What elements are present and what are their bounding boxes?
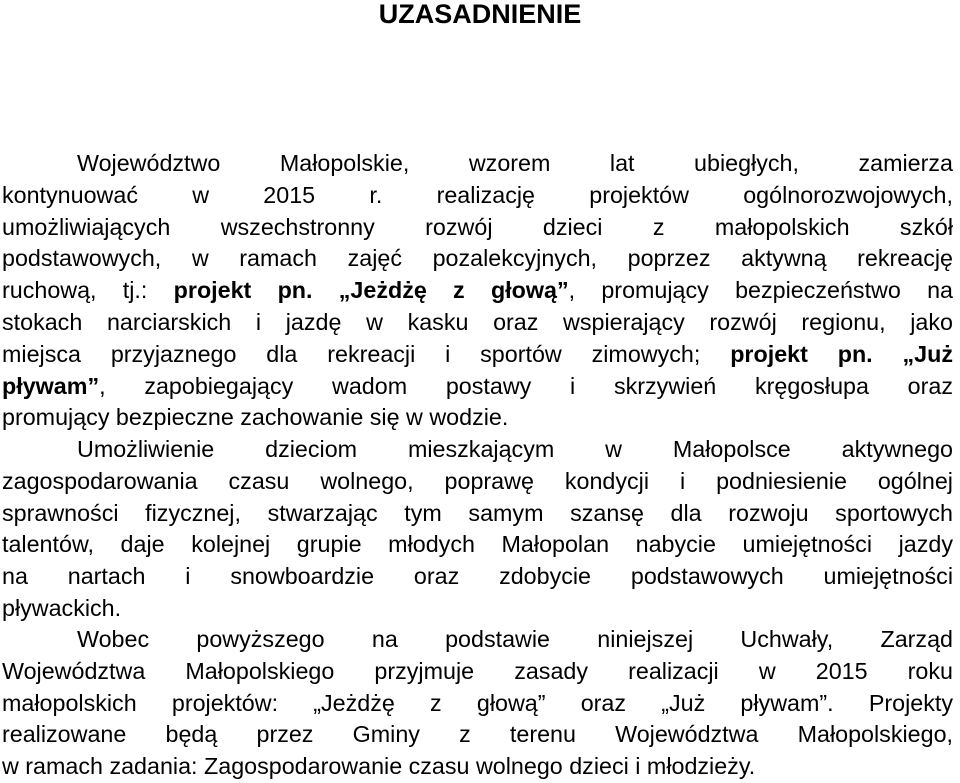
paragraph-line xyxy=(2,593,953,625)
paragraph-line xyxy=(2,148,953,180)
paragraph-line xyxy=(2,307,953,339)
text-run: kontynuować w 2015 r. realizację projektów ogólnorozwojowych, xyxy=(2,181,953,208)
text-run: , zapobiegający wadom postawy i skrzywień kręgosłupa oraz xyxy=(99,372,953,399)
text-run: Umożliwienie dzieciom mieszkającym w Małopolsce aktywnego xyxy=(77,436,953,462)
paragraph-line xyxy=(2,751,953,783)
text-run: sprawności fizycznej, stwarzając tym samym szansę dla rozwoju sportowych xyxy=(2,499,953,526)
bold-text-run: projekt pn. „Jeżdżę z głową” xyxy=(173,277,569,304)
text-run: pływackich. xyxy=(2,594,122,621)
paragraph-line xyxy=(2,402,953,434)
text-run: Wobec powyższego na podstawie niniejszej Uchwały, Zarząd xyxy=(77,626,953,652)
text-run: miejsca przyjaznego dla rekreacji i sportów zimowych; xyxy=(2,340,731,367)
paragraph-2 xyxy=(2,434,953,625)
paragraph-line xyxy=(2,339,953,371)
text-run: ruchową, tj.: xyxy=(2,277,174,304)
paragraph-line xyxy=(2,498,953,530)
paragraph-line xyxy=(2,243,953,275)
text-run: podstawowych, w ramach zajęć pozalekcyjnych, poprzez aktywną rekreację xyxy=(2,245,953,272)
paragraph-line xyxy=(2,434,953,466)
paragraph-line xyxy=(2,561,953,593)
paragraph-line xyxy=(2,466,953,498)
text-run: na nartach i snowboardzie oraz zdobycie podstawowych umiejętności xyxy=(2,563,953,590)
text-run: małopolskich projektów: „Jeżdżę z głową” oraz „Już pływam”. Projekty xyxy=(2,689,953,716)
paragraph-line xyxy=(2,624,953,656)
paragraph-line xyxy=(2,275,953,307)
paragraph-3 xyxy=(2,624,953,783)
document-title: UZASADNIENIE xyxy=(378,0,582,29)
text-run: stokach narciarskich i jazdę w kasku oraz wspierający rozwój regionu, jako xyxy=(2,308,953,335)
paragraph-line xyxy=(2,688,953,720)
text-run: Województwa Małopolskiego przyjmuje zasady realizacji w 2015 roku xyxy=(2,657,953,684)
text-run: umożliwiających wszechstronny rozwój dzieci z małopolskich szkół xyxy=(2,213,953,240)
paragraph-line xyxy=(2,212,953,244)
text-run: promujący bezpieczne zachowanie się w wodzie. xyxy=(2,404,509,431)
bold-text-run: pływam” xyxy=(2,372,100,399)
text-run: , promujący bezpieczeństwo na xyxy=(568,277,953,304)
bold-text-run: projekt pn. „Już xyxy=(730,340,953,367)
text-run: talentów, daje kolejnej grupie młodych Małopolan nabycie umiejętności jazdy xyxy=(2,531,953,558)
text-run: Województwo Małopolskie, wzorem lat ubiegłych, zamierza xyxy=(77,150,953,176)
text-run: w ramach zadania: Zagospodarowanie czasu wolnego dzieci i młodzieży. xyxy=(2,753,756,780)
paragraph-line xyxy=(2,719,953,751)
paragraph-1 xyxy=(2,148,953,434)
paragraph-line xyxy=(2,529,953,561)
paragraph-line xyxy=(2,180,953,212)
text-run: realizowane będą przez Gminy z terenu Województwa Małopolskiego, xyxy=(2,721,953,748)
paragraph-line xyxy=(2,656,953,688)
text-run: zagospodarowania czasu wolnego, poprawę kondycji i podniesienie ogólnej xyxy=(2,467,953,494)
paragraph-line xyxy=(2,371,953,403)
